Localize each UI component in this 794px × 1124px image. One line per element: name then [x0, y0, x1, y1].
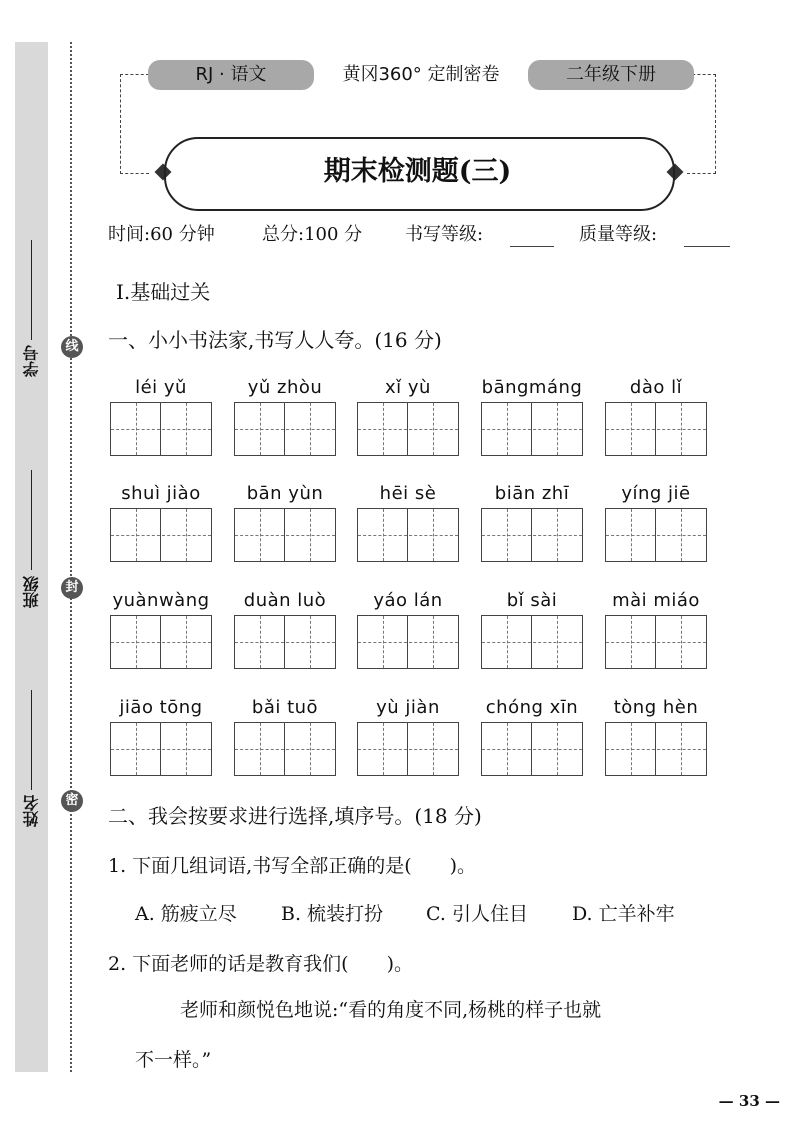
class-line — [31, 470, 32, 570]
tianzige-box[interactable] — [605, 615, 707, 669]
option-d[interactable]: D. 亡羊补牢 — [572, 903, 675, 925]
pinyin-label: léi yǔ — [135, 377, 187, 398]
pinyin-label: xǐ yù — [385, 377, 431, 398]
cut-line — [70, 42, 72, 1072]
pinyin-label: jiāo tōng — [119, 697, 203, 718]
header-bracket-right — [687, 74, 716, 174]
pinyin-label: mài miáo — [612, 590, 700, 611]
subject-pill: RJ · 语文 — [148, 60, 314, 90]
tianzige-box[interactable] — [357, 402, 459, 456]
question-1: 一、小小书法家,书写人人夸。(16 分) — [108, 328, 442, 352]
tianzige-box[interactable] — [110, 508, 212, 562]
part1-heading: Ⅰ.基础过关 — [116, 280, 211, 304]
pinyin-label: chóng xīn — [485, 697, 579, 718]
page-title: 期末检测题(三) — [323, 156, 512, 187]
tianzige-box[interactable] — [481, 615, 583, 669]
quality-grade-label: 质量等级: — [579, 224, 658, 245]
name-line — [31, 690, 32, 790]
pinyin-label: bān yùn — [246, 483, 324, 504]
pinyin-label: biān zhī — [494, 483, 570, 504]
pinyin-label: dào lǐ — [629, 377, 683, 398]
page-number: — 33 — — [718, 1092, 780, 1110]
option-a[interactable]: A. 筋疲立尽 — [135, 903, 237, 925]
writing-grade-blank[interactable] — [510, 226, 554, 247]
option-b[interactable]: B. 梳装打扮 — [281, 903, 384, 925]
header-bracket-left — [120, 74, 149, 174]
tianzige-box[interactable] — [234, 722, 336, 776]
pinyin-label: duàn luò — [243, 590, 327, 611]
name-label: 姓名 — [22, 795, 41, 827]
pinyin-label: yǔ zhòu — [247, 377, 323, 398]
pinyin-label: bǎi tuō — [251, 697, 319, 718]
pinyin-label: shuì jiào — [121, 483, 201, 504]
pinyin-label: yáo lán — [373, 590, 443, 611]
tianzige-box[interactable] — [481, 402, 583, 456]
pinyin-label: yíng jiē — [621, 483, 691, 504]
quote-line-2: 不一样。” — [135, 1049, 212, 1071]
student-no-line — [31, 240, 32, 340]
pinyin-label: yuànwàng — [112, 590, 210, 611]
tianzige-box[interactable] — [605, 508, 707, 562]
time-info: 时间:60 分钟 — [108, 224, 215, 245]
item-1: 1. 下面几组词语,书写全部正确的是( )。 — [108, 855, 477, 877]
tianzige-box[interactable] — [110, 615, 212, 669]
pinyin-label: tòng hèn — [613, 697, 699, 718]
pinyin-label: hēi sè — [379, 483, 437, 504]
seal-line-mark: 线 — [61, 336, 83, 358]
writing-grade-label: 书写等级: — [405, 224, 484, 245]
total-score: 总分:100 分 — [262, 224, 363, 245]
question-2: 二、我会按要求进行选择,填序号。(18 分) — [108, 804, 482, 828]
tianzige-box[interactable] — [481, 508, 583, 562]
tianzige-box[interactable] — [234, 615, 336, 669]
tianzige-box[interactable] — [605, 402, 707, 456]
pinyin-label: yù jiàn — [376, 697, 440, 718]
seal-secret-mark: 密 — [61, 790, 83, 812]
grade-pill: 二年级下册 — [528, 60, 694, 90]
tianzige-box[interactable] — [110, 722, 212, 776]
pinyin-label: bǐ sài — [506, 590, 558, 611]
quality-grade-blank[interactable] — [684, 226, 730, 247]
class-label: 班级 — [22, 576, 41, 608]
item-2: 2. 下面老师的话是教育我们( )。 — [108, 953, 413, 975]
series-name: 黄冈360° 定制密卷 — [342, 64, 500, 85]
option-c[interactable]: C. 引人住目 — [426, 903, 528, 925]
tianzige-box[interactable] — [110, 402, 212, 456]
tianzige-box[interactable] — [357, 615, 459, 669]
tianzige-box[interactable] — [234, 508, 336, 562]
quote-line-1: 老师和颜悦色地说:“看的角度不同,杨桃的样子也就 — [180, 999, 602, 1021]
seal-seal-mark: 封 — [61, 577, 83, 599]
tianzige-box[interactable] — [234, 402, 336, 456]
tianzige-box[interactable] — [357, 508, 459, 562]
student-no-label: 学号 — [22, 345, 41, 377]
pinyin-label: bāngmáng — [481, 377, 583, 398]
tianzige-box[interactable] — [357, 722, 459, 776]
tianzige-box[interactable] — [605, 722, 707, 776]
tianzige-box[interactable] — [481, 722, 583, 776]
